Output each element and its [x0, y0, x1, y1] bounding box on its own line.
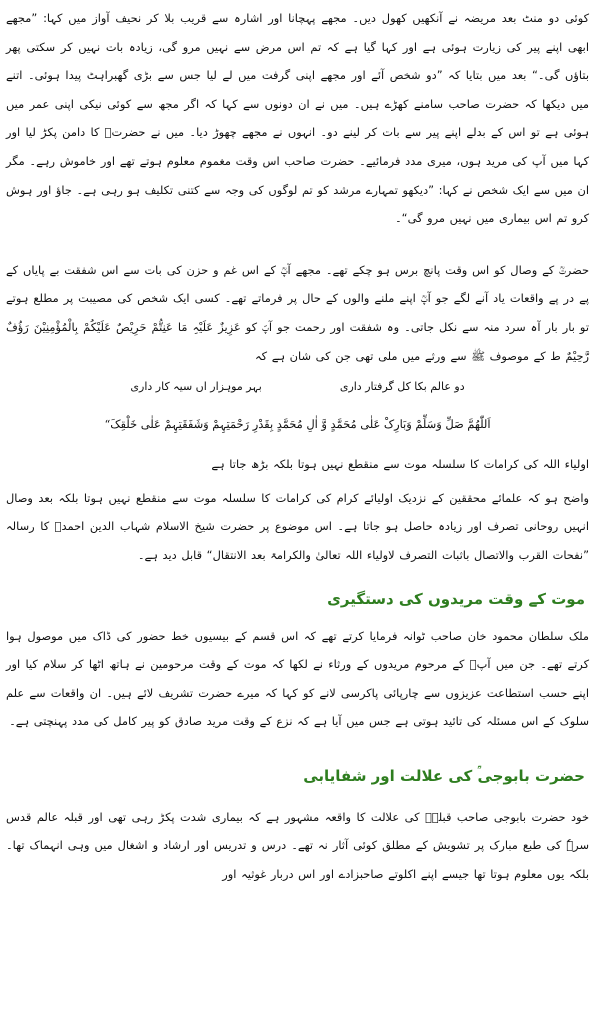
paragraph-compassion: حضرتؒ کے وصال کو اس وقت پانچ برس ہو چکے تھے۔ مجھے آپؒ کے اس غم و حزن کی بات سے اس شفقت بے پایاں کے پے در پے واقعات یاد آنے لگے جو آپؒ اپنے ملنے والوں کے حال پر فرماتے تھے۔ کسی ایک شخص کی مصیبت پر مطلع ہوتے تو بار بار آہ سرد منہ سے نکل جاتی۔ وہ شفقت اور رحمت جو آپؐ کو عَزِیزٌ عَلَیْہِ مَا عَنِتُّمْ حَرِیْصٌ عَلَیْکُمْ بِالْمُؤْمِنِیْنَ رَؤُفٌ رَّحِیْمٌ ط کے موصوف ﷺ سے ورثے میں ملی تھی جن کی شان ہے کہ [6, 262, 589, 363]
heading-illness-main: حضرت بابوجی [477, 766, 585, 785]
section-heading-illness [6, 758, 585, 791]
persian-verse [6, 374, 589, 400]
verse-right-hemistich: دو عالم بکا کل گرفتار داری [339, 380, 465, 394]
durood-line: اَللّٰهُمَّ صَلِّ وَسَلِّمْ وَبَارِکْ عَلٰی مُحَمَّدٍ وَّ اٰلِ مُحَمَّدٍ بِقَدْرِ رَحْمَتِہِمْ وَشَفَقَتِہِمْ عَلٰی خَلْقِکَ“ [104, 417, 491, 432]
verse-left-hemistich: بہر موہزار اں سیہ کار داری [130, 380, 262, 394]
heading-illness-rest: کی علالت اور شفایابی [303, 766, 478, 785]
paragraph-letters: ملک سلطان محمود خان صاحب ٹوانہ فرمایا کرتے تھے کہ اس قسم کے بیسیوں خط حضور کی ڈاک میں موصول ہوا کرتے تھے۔ جن میں آپؒ کے مرحوم مریدوں کے ورثاء نے لکھا کہ موت کے وقت مرحومین نے ہاتھ اٹھا کر سلام کیا اور اپنے حسب استطاعت عزیزوں سے چارپائی پاکرسی لانے کو کہا کہ میرے حضرت تشریف لائے ہیں۔ ان واقعات سے علم سلوک کے اس مسئلہ کی تائید ہوتی ہے جس میں آیا ہے کہ نزع کے وقت مرید صادق کو پیر کامل کی مدد پہنچتی ہے۔ [6, 628, 589, 729]
section-subtitle-karamat: اولیاء اللہ کی کرامات کا سلسلہ موت سے منقطع نہیں ہوتا بلکہ بڑھ جاتا ہے [211, 457, 589, 472]
paragraph-karamat: واضح ہو کہ علمائے محققین کے نزدیک اولیائے کرام کی کرامات کا سلسلہ موت سے منقطع نہیں ہوتا بلکہ بعد وصال انہیں روحانی تصرف اور زیادہ حاصل ہو جاتا ہے۔ اس موضوع پر حضرت شیخ الاسلام شہاب الدین احمدؒ کا رسالہ ”نفحات القرب والاتصال باثبات التصرف لاولیاء اللہ تعالیٰ والکرامۃ بعد الانتقال“ قابل دید ہے۔ [6, 490, 589, 562]
section-heading-death-help: موت کے وقت مریدوں کی دستگیری [327, 589, 585, 608]
paragraph-dream-account: کوئی دو منٹ بعد مریضہ نے آنکھیں کھول دیں۔ مجھے پہچانا اور اشارہ سے قریب بلا کر نحیف آواز میں کہا: ”مجھے ابھی اپنے پیر کی زیارت ہوئی ہے اور کہا گیا ہے کہ تم اس مرض سے نہیں مرو گی، زیادہ بات نہیں کر سکتی پھر بتاؤں گی۔“ بعد میں بتایا کہ ”دو شخص آئے اور مجھے اپنی گرفت میں لے لیا جس سے بڑی گھبراہٹ پیدا ہوئی۔ اتنے میں دیکھا کہ حضرت صاحب سامنے کھڑے ہیں۔ میں نے ان دونوں سے کہا کہ اگر مجھ سے کوئی نیکی اپنی عمر میں ہوئی ہے تو اس کے بدلے اپنے پیر سے بات کر لینے دو۔ انہوں نے مجھے چھوڑ دیا۔ میں نے حضرتؒ کا دامن پکڑ لیا اور کہا میں آپ کی مرید ہوں، میری مدد فرمائیے۔ حضرت صاحب اس وقت مغموم معلوم ہوتے تھے اور خاموش رہے۔ مگر ان میں سے ایک شخص نے کہا: ”دیکھو تمہارے مرشد کو تم لوگوں کی وجہ سے کتنی تکلیف ہو رہی ہے۔ جاؤ اور ہوش کرو تم اس بیماری میں نہیں مرو گی“۔ [6, 11, 589, 226]
paragraph-illness: خود حضرت بابوجی صاحب قبلہؒ کی علالت کا واقعہ مشہور ہے کہ بیماری شدت پکڑ رہی تھی اور قبلہ عالم قدس سرہٗ کی طبع مبارک پر تشویش کے مطلق کوئی آثار نہ تھے۔ درس و تدریس اور ارشاد و اشغال میں وہی انہماک تھا۔ بلکہ یوں معلوم ہوتا تھا جیسے اپنے اکلوتے صاحبزادے اور اس دربار غوثیہ اور [6, 809, 589, 882]
